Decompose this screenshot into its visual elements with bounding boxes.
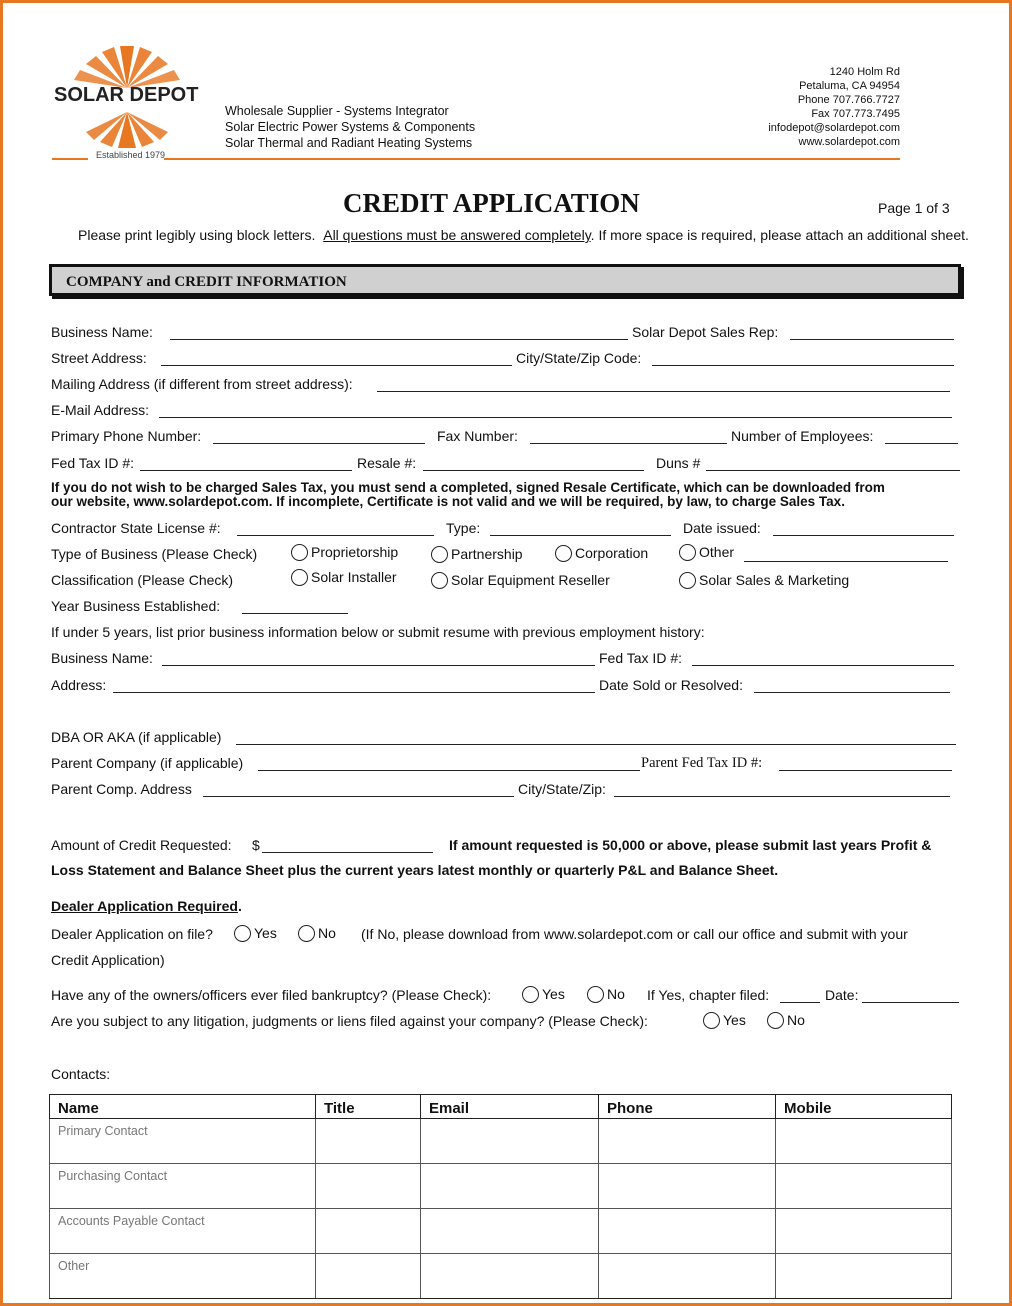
table-row	[50, 1254, 952, 1299]
option-label: Solar Installer	[311, 569, 397, 585]
header-name: Name	[50, 1095, 316, 1119]
proprietorship-option[interactable]	[291, 544, 398, 561]
street-address-label: Street Address:	[51, 350, 147, 366]
tagline-3: Solar Thermal and Radiant Heating Systems	[225, 136, 473, 150]
date-sold-field[interactable]	[754, 692, 950, 693]
header-divider	[164, 158, 900, 160]
contact-email-cell[interactable]	[421, 1119, 599, 1164]
table-row	[50, 1209, 952, 1254]
contacts-table	[49, 1094, 952, 1299]
duns-field[interactable]	[706, 470, 960, 471]
option-label: Yes	[542, 986, 565, 1002]
radio-icon[interactable]	[431, 546, 448, 563]
city-state-zip-field[interactable]	[652, 365, 954, 366]
date-issued-field[interactable]	[773, 535, 954, 536]
page-title: CREDIT APPLICATION	[343, 188, 640, 218]
contact-phone-cell[interactable]	[599, 1254, 776, 1299]
header-phone: Phone	[599, 1095, 776, 1119]
type-field[interactable]	[490, 535, 671, 536]
instructions-part-1: Please print legibly using block letters.	[78, 227, 316, 243]
parent-city-field[interactable]	[614, 796, 950, 797]
dealer-required-text: Dealer Application Required	[51, 898, 238, 914]
equipment-reseller-option[interactable]	[431, 572, 610, 589]
contact-title-cell[interactable]	[316, 1209, 421, 1254]
type-of-business-label: Type of Business (Please Check)	[51, 546, 258, 562]
header-email: Email	[421, 1095, 599, 1119]
radio-icon[interactable]	[291, 544, 308, 561]
section-title: COMPANY and CREDIT INFORMATION	[66, 274, 347, 290]
established-text: Established 1979	[96, 150, 166, 160]
contact-title-cell[interactable]	[316, 1164, 421, 1209]
contact-email-cell[interactable]	[421, 1164, 599, 1209]
fed-tax-id-label: Fed Tax ID #:	[51, 455, 135, 471]
contact-phone-cell[interactable]	[599, 1119, 776, 1164]
resale-label: Resale #:	[357, 455, 417, 471]
bankruptcy-label: Have any of the owners/officers ever filed bankruptcy? (Please Check):	[51, 987, 492, 1003]
option-label: Corporation	[575, 545, 649, 561]
credit-notice-line-1: If amount requested is 50,000 or above, please submit last years Profit &	[449, 837, 932, 853]
radio-icon[interactable]	[298, 925, 315, 942]
contact-email-cell[interactable]	[421, 1254, 599, 1299]
business-name-label: Business Name:	[51, 324, 153, 340]
street-address-field[interactable]	[161, 365, 512, 366]
radio-icon[interactable]	[679, 572, 696, 589]
classification-label: Classification (Please Check)	[51, 572, 234, 588]
dealer-note-line-1: (If No, please download from www.solardepot.com or call our office and submit with your	[361, 926, 908, 942]
prior-fed-tax-field[interactable]	[692, 665, 954, 666]
instructions	[78, 227, 969, 243]
parent-fed-tax-field[interactable]	[779, 770, 952, 771]
contact-title-cell[interactable]	[316, 1119, 421, 1164]
sales-rep-field[interactable]	[790, 339, 954, 340]
contact-name-cell[interactable]: Other	[50, 1254, 316, 1299]
solar-installer-option[interactable]	[291, 569, 397, 586]
dealer-on-file-label: Dealer Application on file?	[51, 926, 213, 942]
option-label: Solar Sales & Marketing	[699, 572, 850, 588]
type-label: Type:	[446, 520, 481, 536]
address-line-2: Petaluma, CA 94954	[799, 80, 900, 92]
duns-label: Duns #	[656, 455, 701, 471]
radio-icon[interactable]	[522, 986, 539, 1003]
option-label: Partnership	[451, 546, 523, 562]
tagline-1: Wholesale Supplier - Systems Integrator	[225, 104, 449, 118]
table-header-row	[50, 1095, 952, 1119]
parent-city-label: City/State/Zip:	[518, 781, 606, 797]
logo-wordmark: SOLAR DEPOT	[54, 84, 199, 106]
option-label: Other	[699, 544, 735, 560]
contact-name-cell[interactable]: Purchasing Contact	[50, 1164, 316, 1209]
prior-business-name-label: Business Name:	[51, 650, 153, 666]
radio-icon[interactable]	[234, 925, 251, 942]
other-field[interactable]	[744, 561, 948, 562]
radio-icon[interactable]	[291, 569, 308, 586]
fax-number-label: Fax Number:	[437, 428, 518, 444]
email-line: infodepot@solardepot.com	[768, 122, 900, 134]
radio-icon[interactable]	[679, 544, 696, 561]
credit-requested-label: Amount of Credit Requested:	[51, 837, 232, 853]
parent-company-label: Parent Company (if applicable)	[51, 755, 244, 771]
option-label: Yes	[723, 1012, 746, 1028]
option-label: No	[787, 1012, 805, 1028]
fax-number-field[interactable]	[530, 443, 727, 444]
credit-requested-field[interactable]	[262, 852, 433, 853]
bankruptcy-date-field[interactable]	[862, 1002, 959, 1003]
chapter-filed-label: If Yes, chapter filed:	[647, 987, 770, 1003]
date-issued-label: Date issued:	[683, 520, 761, 536]
website-line: www.solardepot.com	[798, 136, 900, 148]
radio-icon[interactable]	[431, 572, 448, 589]
contractor-license-label: Contractor State License #:	[51, 520, 221, 536]
sales-tax-notice	[51, 481, 885, 509]
parent-company-field[interactable]	[258, 770, 640, 771]
radio-icon[interactable]	[703, 1012, 720, 1029]
radio-icon[interactable]	[767, 1012, 784, 1029]
contact-mobile-cell[interactable]	[776, 1119, 952, 1164]
dba-field[interactable]	[236, 744, 956, 745]
year-established-label: Year Business Established:	[51, 598, 221, 614]
dealer-required-period: .	[237, 898, 242, 914]
dealer-yes-option[interactable]	[234, 925, 277, 942]
address-line-1: 1240 Holm Rd	[829, 66, 900, 78]
option-label: No	[607, 986, 625, 1002]
partnership-option[interactable]	[431, 546, 523, 563]
prior-business-name-field[interactable]	[162, 665, 595, 666]
option-label: Solar Equipment Reseller	[451, 572, 610, 588]
other-option[interactable]	[679, 544, 734, 561]
section-header	[49, 264, 961, 296]
city-state-zip-label: City/State/Zip Code:	[516, 350, 642, 366]
prior-fed-tax-label: Fed Tax ID #:	[599, 650, 683, 666]
dealer-note-line-2: Credit Application)	[51, 952, 165, 968]
bankruptcy-no-option[interactable]	[587, 986, 625, 1003]
radio-icon[interactable]	[555, 545, 572, 562]
radio-icon[interactable]	[587, 986, 604, 1003]
divider	[52, 158, 88, 160]
bankruptcy-date-label: Date:	[825, 987, 859, 1003]
contractor-license-field[interactable]	[237, 535, 434, 536]
primary-phone-field[interactable]	[213, 443, 425, 444]
sales-tax-notice-line-1: If you do not wish to be charged Sales Tax, you must send a completed, signed Resale Certificate, which can be downloaded from	[51, 480, 885, 495]
litigation-label: Are you subject to any litigation, judgments or liens filed against your company? (Please Check):	[51, 1013, 648, 1029]
prior-address-label: Address:	[51, 677, 107, 693]
header-title: Title	[316, 1095, 421, 1119]
contact-phone-cell[interactable]	[599, 1164, 776, 1209]
dealer-required-heading	[51, 898, 242, 914]
chapter-filed-field[interactable]	[780, 1002, 820, 1003]
prior-address-field[interactable]	[113, 692, 595, 693]
dollar-sign: $	[252, 837, 260, 853]
contact-name-cell[interactable]: Accounts Payable Contact	[50, 1209, 316, 1254]
sales-marketing-option[interactable]	[679, 572, 849, 589]
under-5-years-text: If under 5 years, list prior business information below or submit resume with previous employment history:	[51, 624, 705, 640]
contacts-label: Contacts:	[51, 1066, 111, 1082]
contact-email-cell[interactable]	[421, 1209, 599, 1254]
corporation-option[interactable]	[555, 545, 648, 562]
mailing-address-label: Mailing Address (if different from street address):	[51, 376, 353, 392]
tagline-2: Solar Electric Power Systems & Components	[225, 120, 476, 134]
email-address-field[interactable]	[159, 417, 952, 418]
table-row	[50, 1164, 952, 1209]
resale-field[interactable]	[423, 470, 644, 471]
option-label: Yes	[254, 925, 277, 941]
instructions-emphasis: All questions must be answered completely	[323, 227, 591, 243]
primary-phone-label: Primary Phone Number:	[51, 428, 202, 444]
sales-rep-label: Solar Depot Sales Rep:	[632, 324, 779, 340]
instructions-part-3: . If more space is required, please attach an additional sheet.	[590, 227, 969, 243]
date-sold-label: Date Sold or Resolved:	[599, 677, 743, 693]
fed-tax-id-field[interactable]	[140, 470, 352, 471]
parent-address-field[interactable]	[203, 796, 514, 797]
business-name-field[interactable]	[170, 339, 628, 340]
sales-tax-notice-line-2: our website, www.solardepot.com. If incomplete, Certificate is not valid and we will be required, by law, to charge Sales Tax.	[51, 494, 845, 509]
company-address	[768, 65, 900, 149]
contact-mobile-cell[interactable]	[776, 1209, 952, 1254]
option-label: No	[318, 925, 336, 941]
dba-label: DBA OR AKA (if applicable)	[51, 729, 222, 745]
fax-line: Fax 707.773.7495	[811, 108, 900, 120]
credit-notice-line-2: Loss Statement and Balance Sheet plus the current years latest monthly or quarterly P&L and Balance Sheet.	[51, 862, 779, 878]
num-employees-label: Number of Employees:	[731, 428, 874, 444]
option-label: Proprietorship	[311, 544, 399, 560]
litigation-yes-option[interactable]	[703, 1012, 746, 1029]
bankruptcy-yes-option[interactable]	[522, 986, 565, 1003]
page-number: Page 1 of 3	[878, 200, 950, 216]
litigation-no-option[interactable]	[767, 1012, 805, 1029]
dealer-no-option[interactable]	[298, 925, 336, 942]
parent-fed-tax-label: Parent Fed Tax ID #:	[641, 755, 763, 771]
email-address-label: E-Mail Address:	[51, 402, 150, 418]
table-row	[50, 1119, 952, 1164]
contact-mobile-cell[interactable]	[776, 1254, 952, 1299]
contact-name-cell[interactable]: Primary Contact	[50, 1119, 316, 1164]
contact-mobile-cell[interactable]	[776, 1164, 952, 1209]
num-employees-field[interactable]	[885, 443, 958, 444]
mailing-address-field[interactable]	[377, 391, 950, 392]
contact-phone-cell[interactable]	[599, 1209, 776, 1254]
header-mobile: Mobile	[776, 1095, 952, 1119]
contact-title-cell[interactable]	[316, 1254, 421, 1299]
year-established-field[interactable]	[242, 613, 348, 614]
phone-line: Phone 707.766.7727	[797, 94, 900, 106]
parent-address-label: Parent Comp. Address	[51, 781, 192, 797]
